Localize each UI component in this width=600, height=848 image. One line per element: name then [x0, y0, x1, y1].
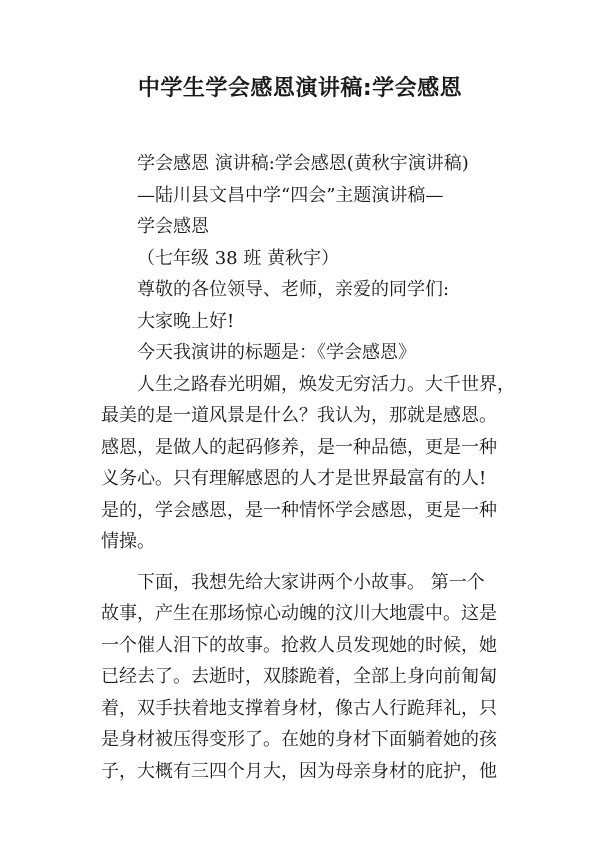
paragraph-line: 学会感恩	[137, 216, 209, 237]
paragraph-line: 最美的是一道风景是什么？我认为，那就是感恩。	[101, 405, 497, 426]
paragraph-line: 学会感恩 演讲稿:学会感恩(黄秋宇演讲稿)	[137, 153, 469, 174]
paragraph-line: 大家晚上好!	[137, 310, 235, 332]
paragraph-line: 子，大概有三四个月大，因为母亲身材的庇护，他	[101, 760, 497, 782]
paragraph-line: 一个催人泪下的故事。抢救人员发现她的时候，她	[101, 634, 497, 656]
document-body	[101, 148, 519, 787]
paragraph-line: 义务心。只有理解感恩的人才是世界最富有的人!	[101, 468, 487, 489]
paragraph-line: 尊敬的各位领导、老师，亲爱的同学们:	[137, 279, 450, 300]
paragraph-line: 感恩，是做人的起码修养，是一种品德，更是一种	[101, 436, 497, 458]
paragraph-line: 故事，产生在那场惊心动魄的汶川大地震中。这是	[101, 603, 497, 624]
paragraph-line: 人生之路春光明媚，焕发无穷活力。大千世界，	[137, 373, 515, 395]
paragraph-line: 已经去了。去逝时，双膝跪着，全部上身向前匍匐	[101, 666, 497, 687]
paragraph-line: 情操。	[101, 531, 155, 552]
paragraph-line: —陆川县文昌中学“四会”主题演讲稿—	[137, 184, 444, 206]
paragraph-gap	[101, 558, 519, 567]
paragraph-line: 着，双手扶着地支撑着身材，像古人行跪拜礼，只	[101, 697, 497, 719]
document-title: 中学生学会感恩演讲稿:学会感恩	[137, 76, 463, 101]
paragraph-line: 下面，我想先给大家讲两个小故事。 第一个	[137, 571, 485, 593]
paragraph-line: 是身材被压得变形了。在她的身材下面躺着她的孩	[101, 729, 497, 750]
paragraph-line: （七年级 38 班 黄秋宇）	[137, 247, 340, 269]
paragraph-line: 今天我演讲的标题是：《学会感恩》	[137, 342, 416, 363]
paragraph-line: 是的，学会感恩，是一种情怀学会感恩，更是一种	[101, 499, 497, 521]
